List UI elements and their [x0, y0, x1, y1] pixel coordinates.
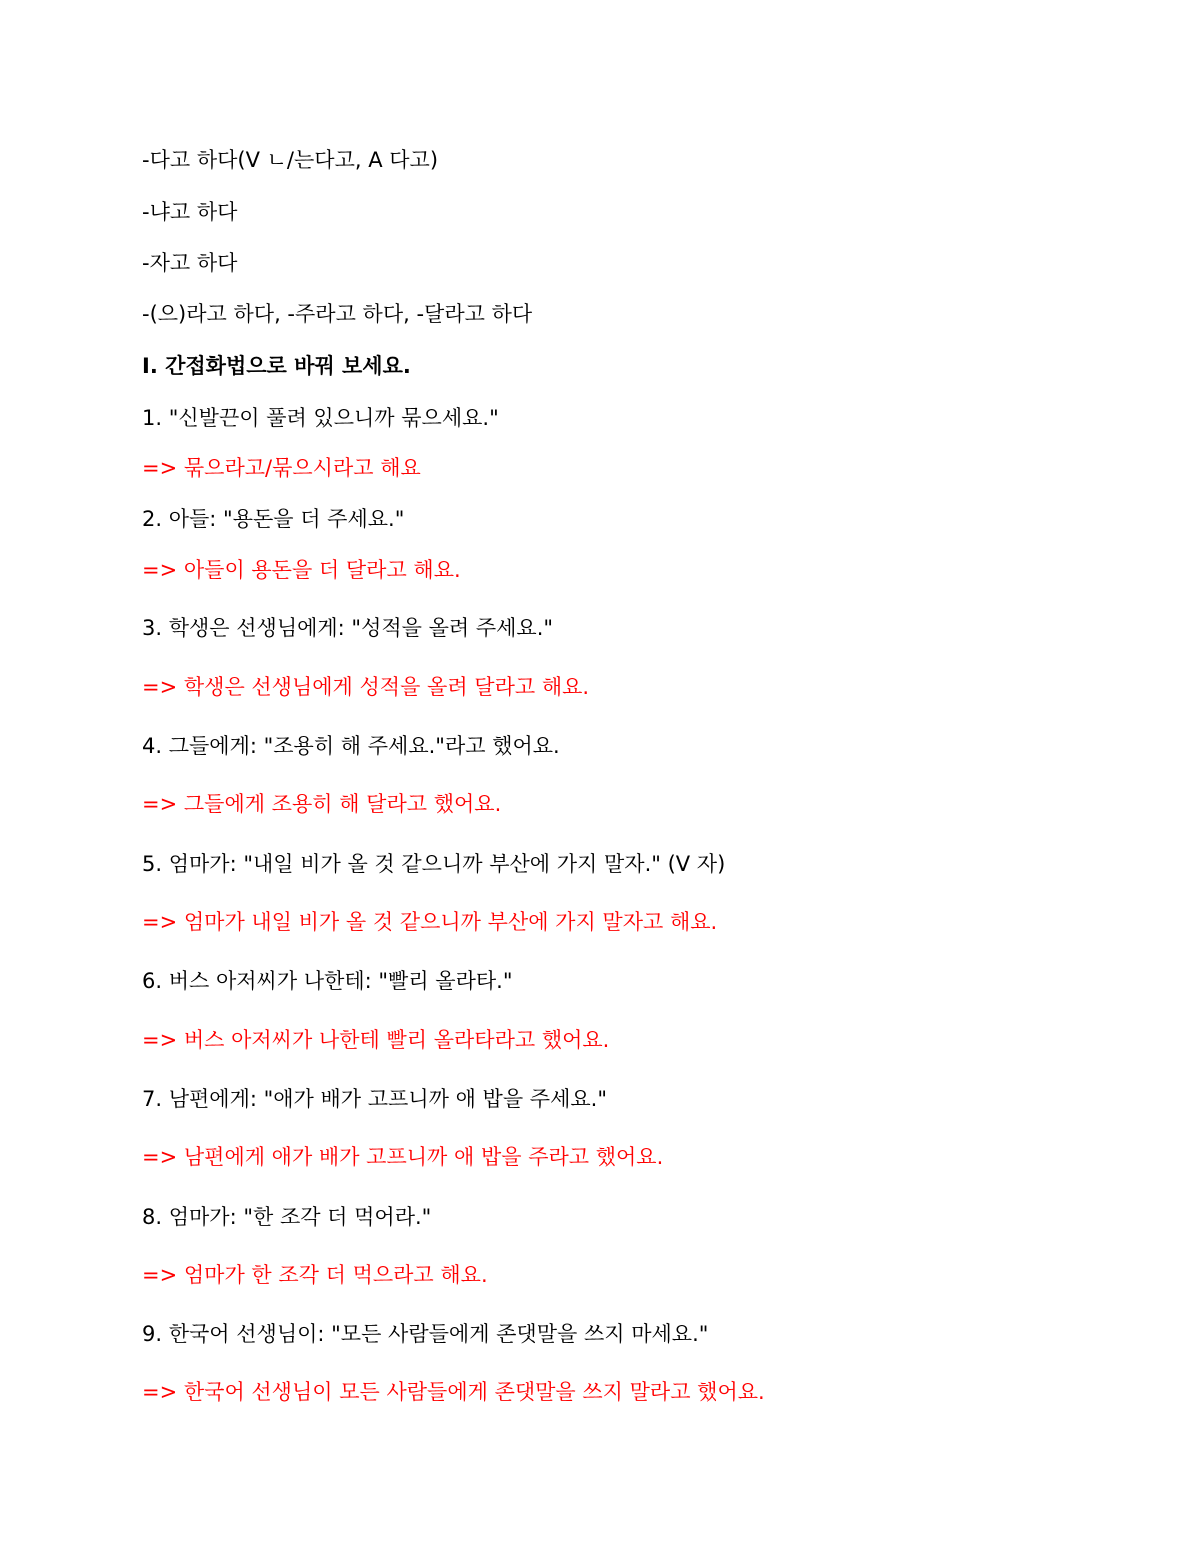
question-6: 6. 버스 아저씨가 나한테: "빨리 올라타."	[142, 969, 513, 993]
grammar-line-1: -다고 하다(V ㄴ/는다고, A 다고)	[142, 148, 439, 172]
question-1: 1. "신발끈이 풀려 있으니까 묶으세요."	[142, 406, 499, 430]
answer-8: => 엄마가 한 조각 더 먹으라고 해요.	[142, 1263, 488, 1287]
answer-7: => 남편에게 애가 배가 고프니까 애 밥을 주라고 했어요.	[142, 1145, 664, 1169]
question-2: 2. 아들: "용돈을 더 주세요."	[142, 507, 405, 531]
answer-4: => 그들에게 조용히 해 달라고 했어요.	[142, 792, 502, 816]
answer-3: => 학생은 선생님에게 성적을 올려 달라고 해요.	[142, 675, 590, 699]
grammar-line-4: -(으)라고 하다, -주라고 하다, -달라고 하다	[142, 302, 533, 326]
answer-2: => 아들이 용돈을 더 달라고 해요.	[142, 558, 461, 582]
answer-9: => 한국어 선생님이 모든 사람들에게 존댓말을 쓰지 말라고 했어요.	[142, 1380, 765, 1404]
grammar-line-3: -자고 하다	[142, 251, 238, 275]
grammar-line-2: -냐고 하다	[142, 200, 238, 224]
answer-5: => 엄마가 내일 비가 올 것 같으니까 부산에 가지 말자고 해요.	[142, 910, 718, 934]
answer-6: => 버스 아저씨가 나한테 빨리 올라타라고 했어요.	[142, 1028, 610, 1052]
question-4: 4. 그들에게: "조용히 해 주세요."라고 했어요.	[142, 734, 560, 758]
section-title: I. 간접화법으로 바꿔 보세요.	[142, 354, 411, 378]
question-3: 3. 학생은 선생님에게: "성적을 올려 주세요."	[142, 616, 554, 640]
answer-1: => 묶으라고/묶으시라고 해요	[142, 456, 421, 480]
question-7: 7. 남편에게: "애가 배가 고프니까 애 밥을 주세요."	[142, 1087, 607, 1111]
question-8: 8. 엄마가: "한 조각 더 먹어라."	[142, 1205, 432, 1229]
question-9: 9. 한국어 선생님이: "모든 사람들에게 존댓말을 쓰지 마세요."	[142, 1322, 709, 1346]
question-5: 5. 엄마가: "내일 비가 올 것 같으니까 부산에 가지 말자." (V 자)	[142, 852, 726, 876]
